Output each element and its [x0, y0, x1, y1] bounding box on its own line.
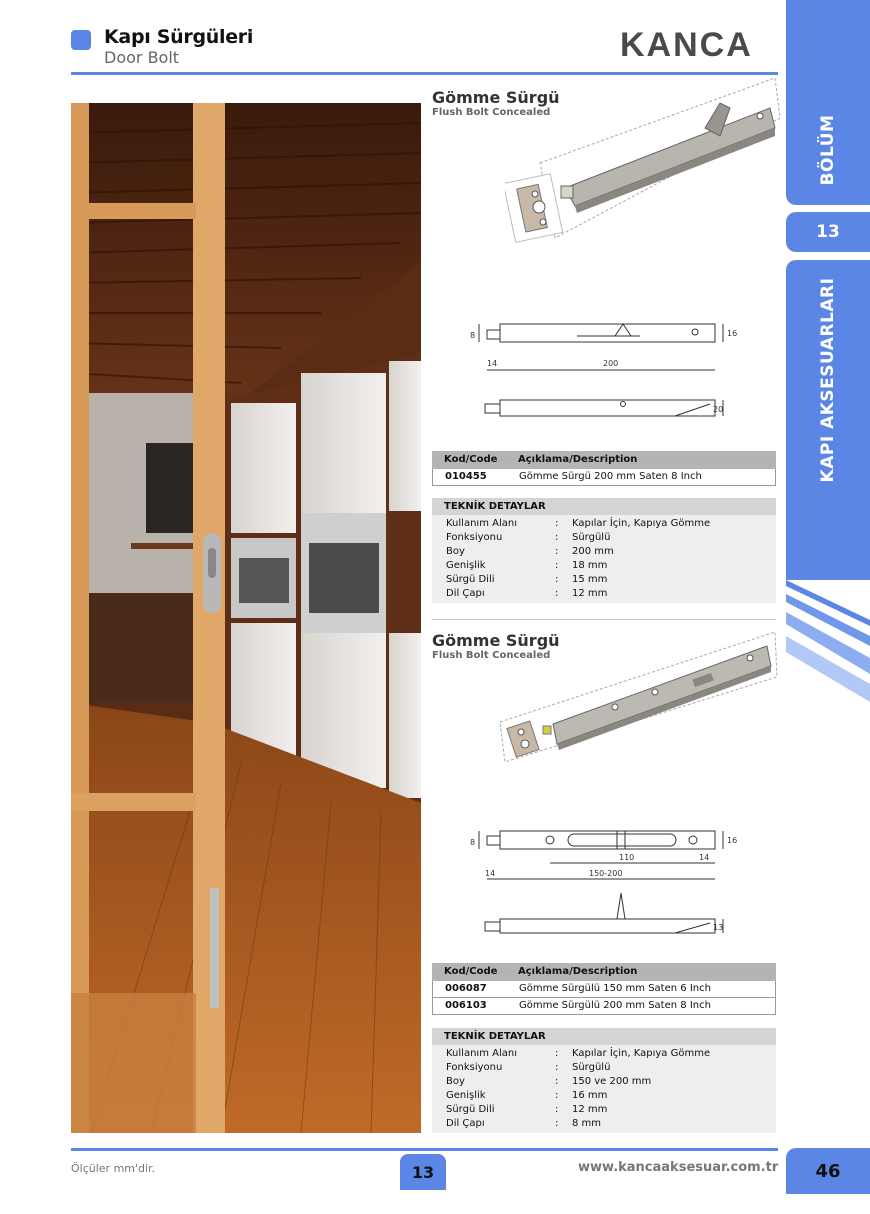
tech-row — [432, 574, 776, 588]
tech-row — [432, 1062, 776, 1076]
product-code: 006103 — [445, 1000, 487, 1011]
tech-value: Kapılar İçin, Kapıya Gömme — [572, 1048, 711, 1059]
dim-label: 14 — [699, 853, 710, 862]
tech-value: Sürgülü — [572, 532, 611, 543]
tech-row — [432, 518, 776, 532]
product-subtitle: Flush Bolt Concealed — [432, 650, 551, 661]
category-label: KAPI AKSESUARLARI — [818, 277, 838, 483]
tech-colon: : — [555, 1118, 559, 1129]
brand-logo: KANCA — [620, 26, 753, 64]
tech-row — [432, 1104, 776, 1118]
tech-key: Kullanım Alanı — [446, 518, 517, 529]
tech-colon: : — [555, 1104, 559, 1115]
dim-label: 200 — [603, 359, 619, 368]
dim-label: 8 — [470, 331, 476, 340]
product-table-header — [432, 451, 776, 469]
tech-row — [432, 1076, 776, 1090]
tech-value: 18 mm — [572, 560, 608, 571]
dim-label: 14 — [487, 359, 498, 368]
page-title: Kapı Sürgüleri — [104, 26, 254, 48]
tech-row — [432, 532, 776, 546]
product-title: Gömme Sürgü — [432, 88, 560, 107]
flush-bolt-photo — [495, 632, 780, 764]
tech-details — [432, 1045, 776, 1133]
tech-row — [432, 546, 776, 560]
kitchen-photo — [71, 103, 421, 1133]
table-row — [432, 469, 776, 486]
header-divider — [71, 72, 778, 75]
tech-details-header: TEKNİK DETAYLAR — [432, 498, 776, 515]
dim-label: 20 — [713, 405, 724, 414]
tech-key: Genişlik — [446, 1090, 486, 1101]
code-column-header: Kod/Code — [444, 454, 498, 465]
product-code: 006087 — [445, 983, 487, 994]
product-description: Gömme Sürgü 200 mm Saten 8 Inch — [519, 471, 702, 482]
tech-key: Boy — [446, 546, 465, 557]
table-row — [432, 998, 776, 1015]
dim-label: 110 — [619, 853, 635, 862]
tech-colon: : — [555, 1090, 559, 1101]
tech-row — [432, 588, 776, 602]
tech-value: 200 mm — [572, 546, 614, 557]
header-square-icon — [71, 30, 91, 50]
tech-value: 12 mm — [572, 588, 608, 599]
product-code: 010455 — [445, 471, 487, 482]
tech-colon: : — [555, 574, 559, 585]
tech-value: 8 mm — [572, 1118, 602, 1129]
technical-drawing-1 — [465, 318, 745, 423]
tech-row — [432, 560, 776, 574]
tech-key: Sürgü Dili — [446, 574, 495, 585]
technical-drawing-2 — [465, 827, 745, 942]
tech-details — [432, 515, 776, 603]
tech-key: Fonksiyonu — [446, 1062, 503, 1073]
category-tab — [786, 260, 870, 580]
description-column-header: Açıklama/Description — [518, 966, 638, 977]
tech-row — [432, 1118, 776, 1132]
tech-value: Kapılar İçin, Kapıya Gömme — [572, 518, 711, 529]
tech-row — [432, 1090, 776, 1104]
description-column-header: Açıklama/Description — [518, 454, 638, 465]
tech-value: 15 mm — [572, 574, 608, 585]
tech-value: 16 mm — [572, 1090, 608, 1101]
tech-key: Genişlik — [446, 560, 486, 571]
footer-section-number: 13 — [400, 1154, 446, 1190]
dim-label: 16 — [727, 329, 738, 338]
tech-colon: : — [555, 532, 559, 543]
tech-key: Boy — [446, 1076, 465, 1087]
tech-key: Dil Çapı — [446, 588, 485, 599]
section-number: 13 — [816, 222, 840, 242]
footer-divider — [71, 1148, 778, 1151]
dim-label: 13 — [713, 923, 724, 932]
product-table-header — [432, 963, 776, 981]
tech-colon: : — [555, 1062, 559, 1073]
page-subtitle: Door Bolt — [104, 48, 180, 67]
section-tab — [786, 0, 870, 205]
flush-bolt-photo — [505, 78, 780, 243]
dim-label: 150-200 — [589, 869, 623, 878]
tech-value: 12 mm — [572, 1104, 608, 1115]
website-link[interactable]: www.kancaaksesuar.com.tr — [578, 1160, 779, 1175]
page-number: 46 — [786, 1148, 870, 1194]
tech-value: Sürgülü — [572, 1062, 611, 1073]
tech-key: Sürgü Dili — [446, 1104, 495, 1115]
product-divider — [432, 619, 776, 620]
tech-colon: : — [555, 518, 559, 529]
tech-colon: : — [555, 546, 559, 557]
product-description: Gömme Sürgülü 150 mm Saten 6 Inch — [519, 983, 711, 994]
tech-row — [432, 1048, 776, 1062]
tech-colon: : — [555, 1048, 559, 1059]
tech-colon: : — [555, 1076, 559, 1087]
product-title: Gömme Sürgü — [432, 631, 560, 650]
section-label: BÖLÜM — [818, 114, 838, 186]
tech-value: 150 ve 200 mm — [572, 1076, 652, 1087]
dim-label: 8 — [470, 838, 476, 847]
tech-key: Fonksiyonu — [446, 532, 503, 543]
dim-label: 14 — [485, 869, 496, 878]
tech-key: Kullanım Alanı — [446, 1048, 517, 1059]
product-description: Gömme Sürgülü 200 mm Saten 8 Inch — [519, 1000, 711, 1011]
tech-colon: : — [555, 560, 559, 571]
product-subtitle: Flush Bolt Concealed — [432, 107, 551, 118]
tech-colon: : — [555, 588, 559, 599]
decorative-stripes — [786, 580, 870, 710]
dim-label: 16 — [727, 836, 738, 845]
table-row — [432, 981, 776, 998]
code-column-header: Kod/Code — [444, 966, 498, 977]
units-note: Ölçüler mm'dir. — [71, 1162, 156, 1175]
section-number-tab — [786, 212, 870, 252]
tech-key: Dil Çapı — [446, 1118, 485, 1129]
tech-details-header: TEKNİK DETAYLAR — [432, 1028, 776, 1045]
